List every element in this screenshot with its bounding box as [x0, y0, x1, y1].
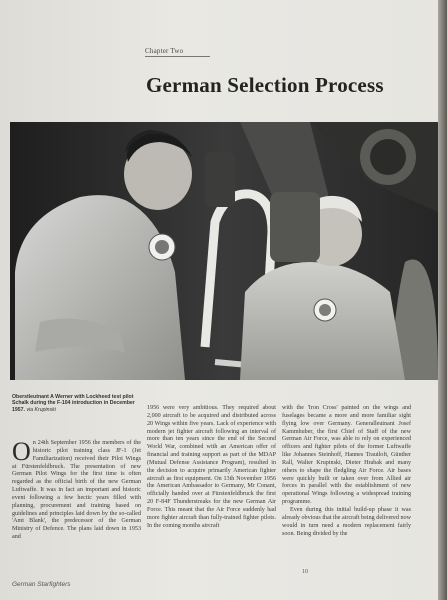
column-3-paragraph-2: Even during this initial build-up phase it was already obvious that the aircraft being delivered now would in turn need a modern replacement fairly soon. Being divided by the: [282, 506, 411, 537]
page-edge: [438, 0, 447, 600]
chapter-title: German Selection Process: [146, 73, 384, 97]
text-column-3: [282, 405, 411, 538]
page-number: 10: [302, 569, 308, 575]
column-1-text: n 24th September 1956 the members of the historic pilot training class JF-1 (Jet Familiarization) received their Pilot Wings at Fürstenfeldbruck. The presentation of new German Pilot Wings for the first time is often regarded as the official birth of the new German Luftwaffe. It was in fact an important and historic event following a few hectic years filled with planning, procurement and training based on guidelines and principles laid down by the so-called 'Amt Blank', the predecessor of the German Ministry of Defence. The plans laid down in 1953 and: [12, 440, 141, 541]
caption-credit: via Krupinski: [26, 406, 56, 413]
column-3-text: with the 'Iron Cross' painted on the wings and fuselages became a more and more familiar sight flying low over Germany. Generalleutnant Josef Kammhuber, the first Chief of Staff of the new German Air Force, was able to rely on experienced officers and fighter pilots of the former Luftwaffe like Johannes Steinhoff, Hannes Trautloft, Günther Rall, Walter Krupinski, Dieter Hrabak and many others to shape the fledgling Air Force. Air bases were quickly built or taken over from Allied air forces in parallel with the establishment of new operational Wings following a widespread training programme.: [282, 405, 411, 506]
drop-cap: O: [12, 437, 31, 466]
cockpit-photo: [10, 122, 438, 380]
text-column-1: [12, 437, 141, 542]
chapter-label: Chapter Two: [145, 47, 184, 55]
photo-illustration: [10, 122, 438, 380]
caption-text: Oberstleutnant A Werner with Lockheed test pilot Schalk during the F-104 introduction in December 1957.: [12, 394, 135, 413]
column-2-text: 1956 were very ambitious. They required about 2,000 aircraft to be acquired and distributed across 20 Wings within five years. Lack of experience with modern jet fighter aircraft following an interval of more than ten years since the end of the Second World War, combined with an American offer of financial and training support as part of the MDAP (Mutual Defense Assistance Program), resulted in the decision to acquire primarily American fighter aircraft as first equipment. On 13th November 1956 the American Ambassador to Germany, Mr Conant, officially handed over at Fürstenfeldbruck the first 20 F-84F Thunderstreaks for the new German Air Force. This meant that the Air Force suddenly had more fighter aircraft than fully-trained fighter pilots. In the coming months aircraft: [147, 405, 276, 529]
photo-caption: [12, 394, 137, 413]
text-column-2: [147, 405, 276, 531]
chapter-rule: [145, 56, 210, 57]
book-title-footer: German Starfighters: [12, 581, 71, 588]
